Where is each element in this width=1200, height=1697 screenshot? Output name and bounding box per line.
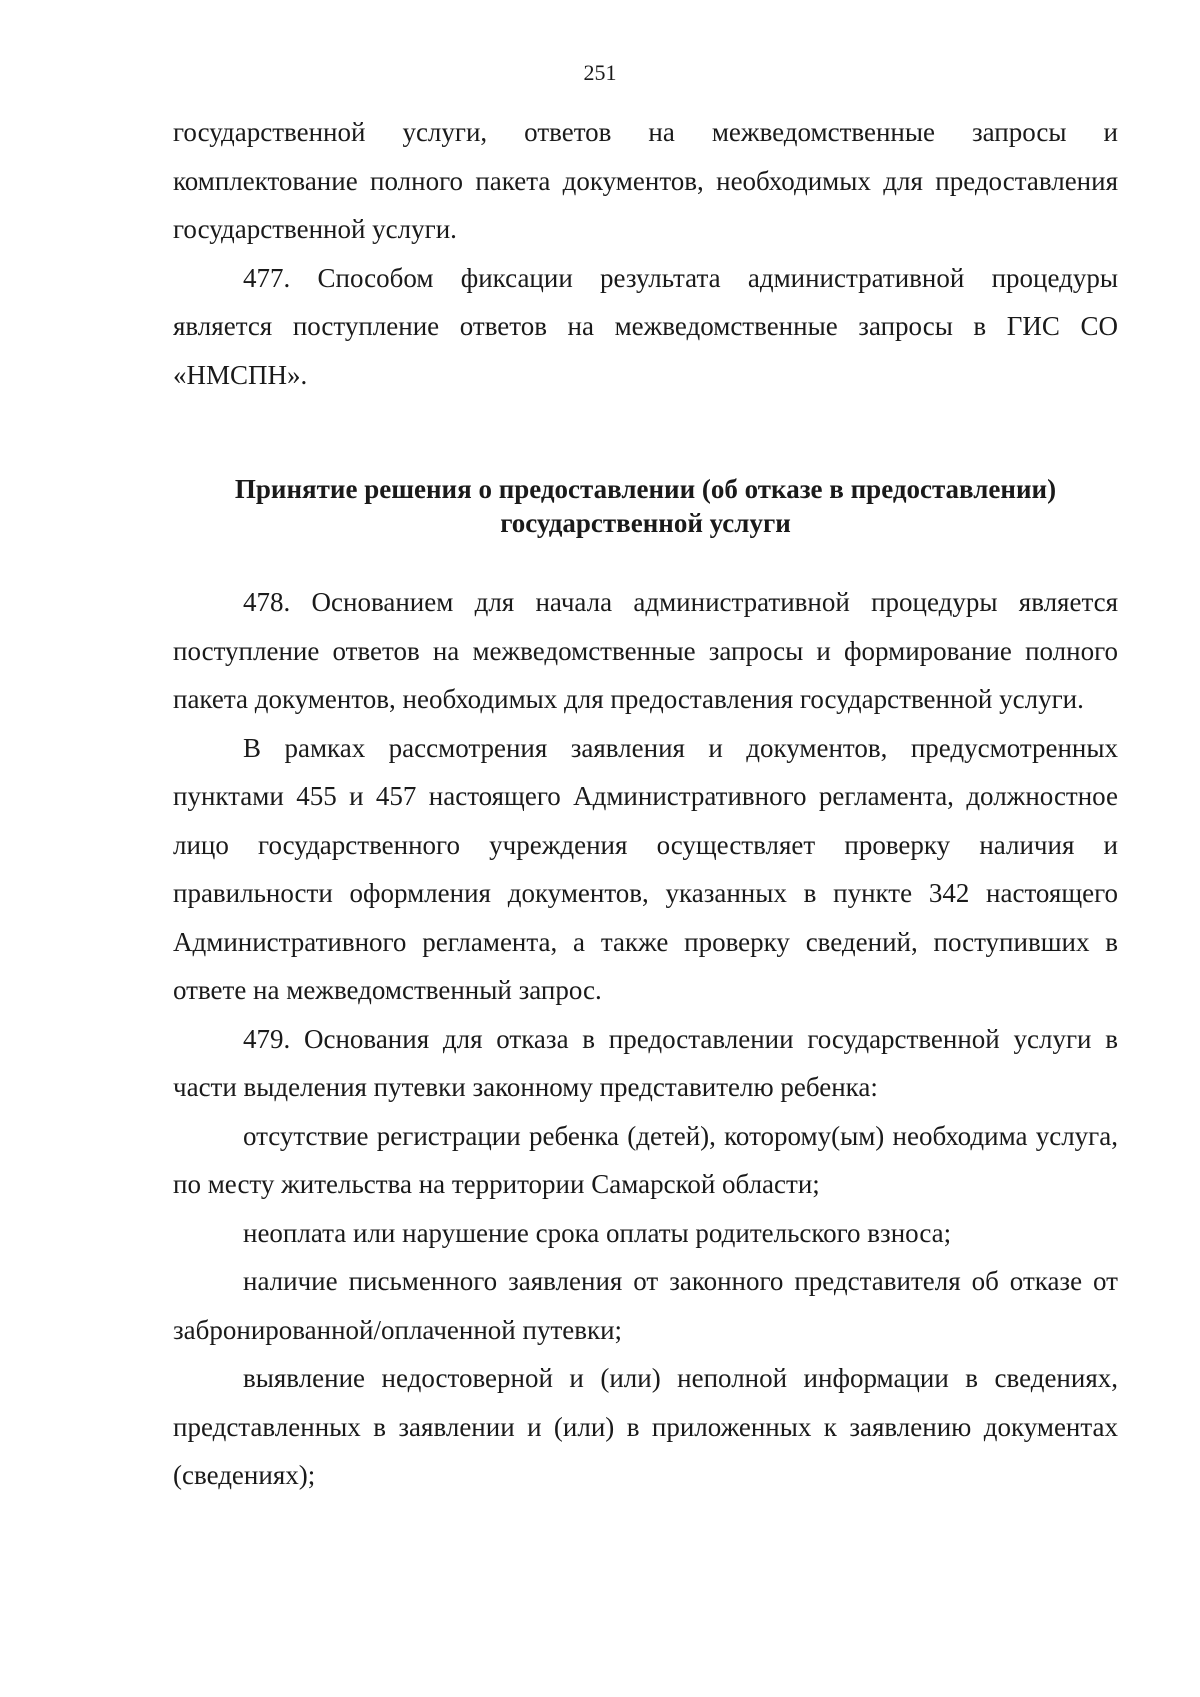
list-item-inaccurate-information: выявление недостоверной и (или) неполной информации в сведениях, представленных в заявлении и (или) в приложенных к заявлению документах (сведениях); xyxy=(173,1363,1118,1490)
list-item-non-payment: неоплата или нарушение срока оплаты родительского взноса; xyxy=(243,1217,952,1248)
list-item-no-registration: отсутствие регистрации ребенка (детей), которому(ым) необходима услуга, по месту жительства на территории Самарской области; xyxy=(173,1120,1118,1199)
section-heading-line-2: государственной услуги xyxy=(500,508,791,538)
intro-text xyxy=(173,108,1118,399)
paragraph-479: 479. Основания для отказа в предоставлении государственной услуги в части выделения путевки законному представителю ребенка: xyxy=(173,1023,1118,1102)
section-heading xyxy=(173,472,1118,540)
list-item-written-refusal: наличие письменного заявления от законного представителя об отказе от забронированной/оплаченной путевки; xyxy=(173,1266,1118,1345)
section-heading-line-1: Принятие решения о предоставлении (об отказе в предоставлении) xyxy=(234,474,1057,504)
paragraph-477: 477. Способом фиксации результата административной процедуры является поступление ответов на межведомственные запросы в ГИС СО «НМСПН». xyxy=(173,262,1118,390)
main-text xyxy=(173,578,1118,1500)
continuation-paragraph: государственной услуги, ответов на межведомственные запросы и комплектование полного пакета документов, необходимых для предоставления государственной услуги. xyxy=(173,117,1118,244)
paragraph-478: 478. Основанием для начала административной процедуры является поступление ответов на межведомственные запросы и формирование полного пакета документов, необходимых для предоставления государственной услуги. xyxy=(173,587,1118,714)
page-number: 251 xyxy=(583,60,617,85)
paragraph-review: В рамках рассмотрения заявления и документов, предусмотренных пунктами 455 и 457 настоящего Административного регламента, должностное лицо государственного учреждения осуществляет проверку наличия и правильности оформления документов, указанных в пункте 342 настоящего Административного регламента, а также проверку сведений, поступивших в ответе на межведомственный запрос. xyxy=(173,732,1118,1005)
